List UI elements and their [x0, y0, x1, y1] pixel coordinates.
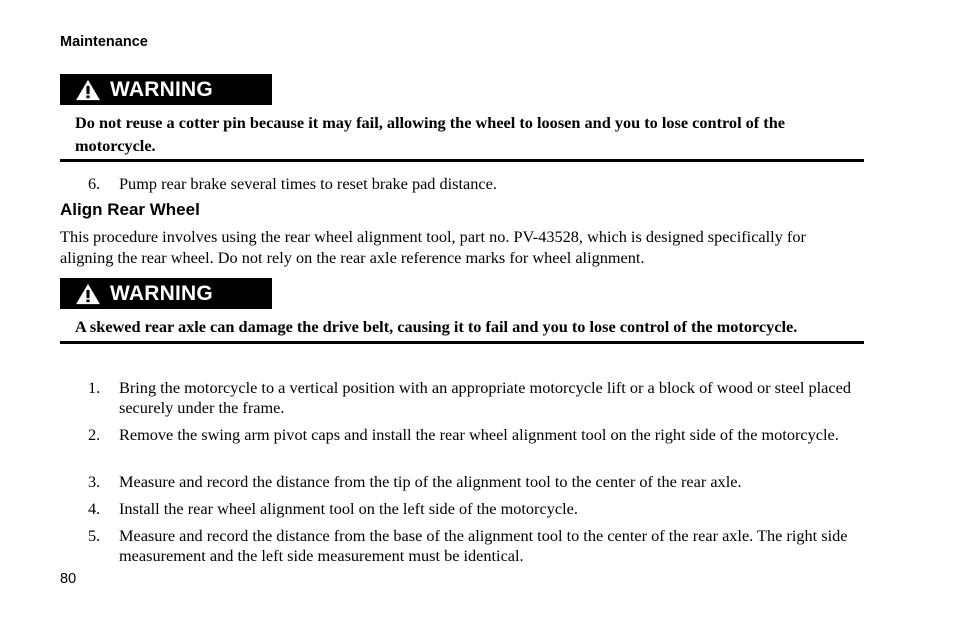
step-number: 1.	[88, 378, 101, 397]
step-text: Bring the motorcycle to a vertical position with an appropriate motorcycle lift or a block of wood or steel placed securely under the frame.	[119, 378, 851, 417]
step-number: 4.	[88, 499, 101, 518]
step-number: 2.	[88, 425, 101, 444]
list-item	[60, 425, 870, 445]
step-number: 5.	[88, 526, 101, 545]
step-text: Install the rear wheel alignment tool on the left side of the motorcycle.	[119, 499, 578, 518]
warning-triangle-icon	[74, 283, 102, 305]
warning-banner	[60, 278, 272, 309]
warning-box	[60, 74, 864, 162]
warning-banner	[60, 74, 272, 105]
page-number: 80	[60, 571, 77, 587]
step-text: Remove the swing arm pivot caps and install the rear wheel alignment tool on the right side of the motorcycle.	[119, 425, 839, 444]
warning-label: WARNING	[110, 281, 213, 305]
warning-divider	[60, 159, 864, 162]
warning-box	[60, 278, 864, 344]
warning-triangle-icon	[74, 79, 102, 101]
section-header: Maintenance	[60, 34, 148, 50]
step-text: Measure and record the distance from the base of the alignment tool to the center of the rear axle. The right side measurement and the left side measurement must be identical.	[119, 526, 848, 565]
list-item	[60, 174, 870, 194]
list-item	[60, 499, 870, 519]
intro-paragraph: This procedure involves using the rear wheel alignment tool, part no. PV-43528, which is designed specifically for aligning the rear wheel. Do not rely on the rear axle reference marks for wheel alignment.	[60, 227, 806, 267]
subsection-heading: Align Rear Wheel	[60, 200, 200, 219]
list-item	[60, 526, 870, 566]
warning-divider	[60, 341, 864, 344]
list-item	[60, 378, 870, 418]
warning-text: Do not reuse a cotter pin because it may fail, allowing the wheel to loosen and you to lose control of the motorcycle.	[75, 113, 786, 155]
step-text: Pump rear brake several times to reset brake pad distance.	[119, 174, 497, 193]
list-item	[60, 472, 870, 492]
warning-text: A skewed rear axle can damage the drive belt, causing it to fail and you to lose control of the motorcycle.	[75, 317, 798, 336]
step-text: Measure and record the distance from the tip of the alignment tool to the center of the rear axle.	[119, 472, 742, 491]
step-number: 6.	[88, 174, 101, 193]
warning-label: WARNING	[110, 77, 213, 101]
step-number: 3.	[88, 472, 101, 491]
